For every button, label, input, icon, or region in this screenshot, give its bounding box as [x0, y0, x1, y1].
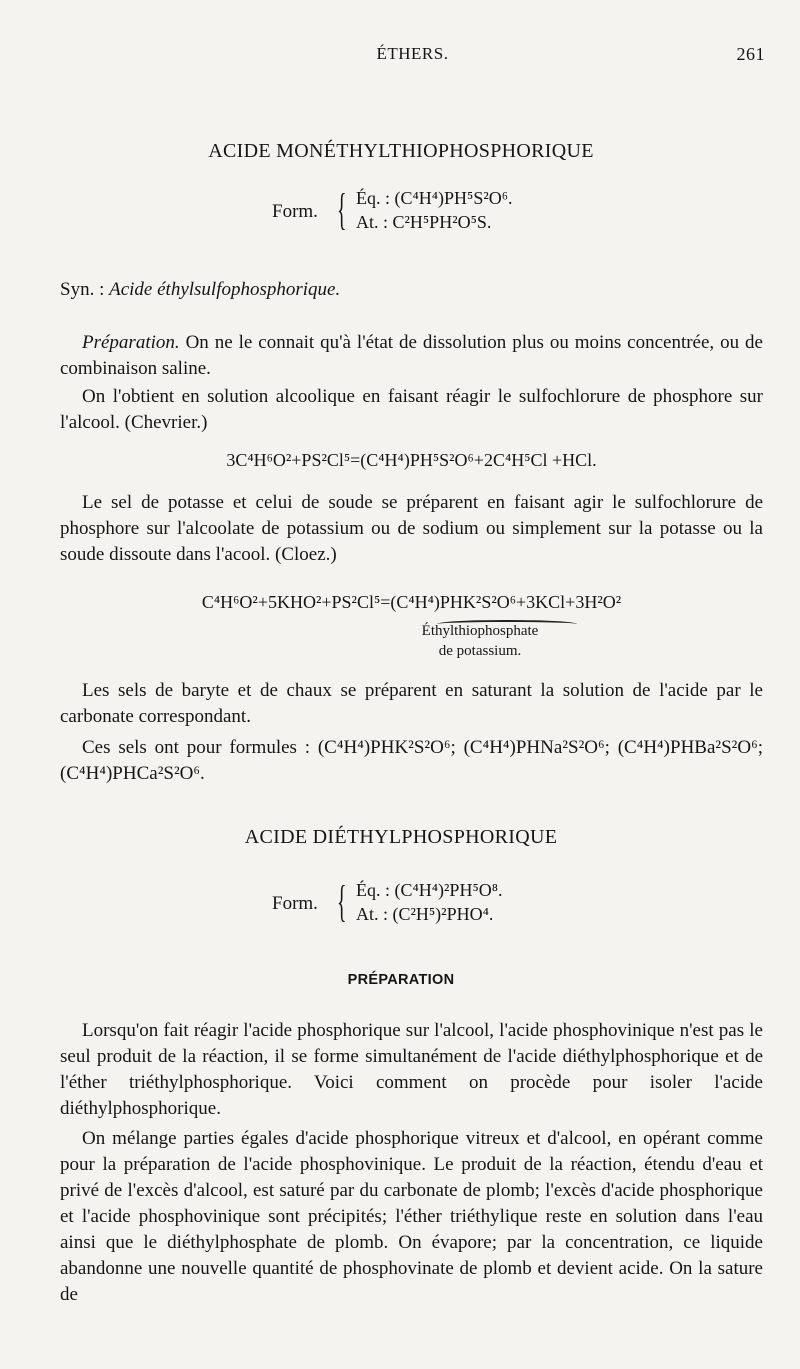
paragraph-baryte: Les sels de baryte et de chaux se préparent en saturant la solution de l'acide par le carbonate correspondant. — [60, 680, 763, 727]
form-label: Form. — [272, 893, 318, 914]
synonym-value: Acide éthylsulfophosphorique. — [109, 279, 341, 300]
preparation-label: Préparation. — [82, 332, 180, 353]
paragraph-cloez: Le sel de potasse et celui de soude se préparent en faisant agir le sulfochlorure de phosphore sur l'alcoolate de potassium ou de sodium ou simplement sur la potasse ou la soude dissoute dans l'acool. (Cloez.) — [60, 492, 763, 565]
page-number: 261 — [736, 44, 765, 64]
equivalent-formula: Éq. : (C⁴H⁴)PH⁵S²O⁶. — [356, 188, 513, 208]
running-head — [60, 44, 765, 74]
equation-2-note-line2: de potassium. — [438, 643, 522, 659]
equation-1: 3C⁴H⁶O²+PS²Cl⁵=(C⁴H⁴)PH⁵S²O⁶+2C⁴H⁵Cl +HCl. — [226, 450, 597, 470]
brace-icon: { — [337, 185, 347, 234]
synonym-line — [60, 277, 763, 303]
running-head-title: ÉTHERS. — [376, 44, 449, 63]
preparation-paragraph — [60, 330, 763, 382]
formula-block-2 — [272, 877, 572, 930]
section-title-monethylthiophosphorique: ACIDE MONÉTHYLTHIOPHOSPHORIQUE — [208, 140, 594, 162]
brace-icon: { — [337, 877, 347, 926]
paragraph-lorsquon: Lorsqu'on fait réagir l'acide phosphorique sur l'alcool, l'acide phosphovinique n'est pas le seul produit de la réaction, il se forme simultanément de l'acide diéthylphosphorique et de l'éther triéthylphosphorique. Voici comment on procède pour isoler l'acide diéthylphosphorique. — [60, 1020, 763, 1119]
equation-2-note-line1: Éthylthiophosphate — [421, 623, 539, 639]
equivalent-formula: Éq. : (C⁴H⁴)²PH⁵O⁸. — [356, 880, 503, 900]
section-title-diethylphosphorique: ACIDE DIÉTHYLPHOSPHORIQUE — [244, 826, 558, 848]
formula-block-1 — [272, 185, 572, 238]
subheading-preparation: PRÉPARATION — [347, 972, 455, 988]
atomic-formula: At. : (C²H⁵)²PHO⁴. — [356, 904, 494, 924]
form-label: Form. — [272, 201, 318, 222]
paragraph-chevrier: On l'obtient en solution alcoolique en faisant réagir le sulfochlorure de phosphore sur l'alcool. (Chevrier.) — [60, 386, 763, 433]
equation-2: C⁴H⁶O²+5KHO²+PS²Cl⁵=(C⁴H⁴)PHK²S²O⁶+3KCl+3H²O² — [201, 592, 622, 612]
paragraph-melange: On mélange parties égales d'acide phosphorique vitreux et d'alcool, en opérant comme pour la préparation de l'acide phosphovinique. Le produit de la réaction, étendu d'eau et privé de l'excès d'alcool, est saturé par du carbonate de plomb; l'excès d'acide phosphorique et l'acide phosphovinique sont précipités; l'éther triéthylique reste en solution dans l'eau ainsi que le diéthylphosphate de plomb. On évapore; par la concentration, ce liquide abandonne une nouvelle quantité de phosphovinate de plomb et devient acide. On la sature de — [60, 1128, 763, 1305]
synonym-label: Syn. : — [60, 279, 110, 300]
preparation-text: On ne le connait qu'à l'état de dissolution plus ou moins concentrée, ou de combinaison saline. — [60, 332, 763, 379]
paragraph-formulas: Ces sels ont pour formules : (C⁴H⁴)PHK²S²O⁶; (C⁴H⁴)PHNa²S²O⁶; (C⁴H⁴)PHBa²S²O⁶; (C⁴H⁴)PHCa²S²O⁶. — [60, 737, 763, 784]
atomic-formula: At. : C²H⁵PH²O⁵S. — [356, 212, 492, 232]
